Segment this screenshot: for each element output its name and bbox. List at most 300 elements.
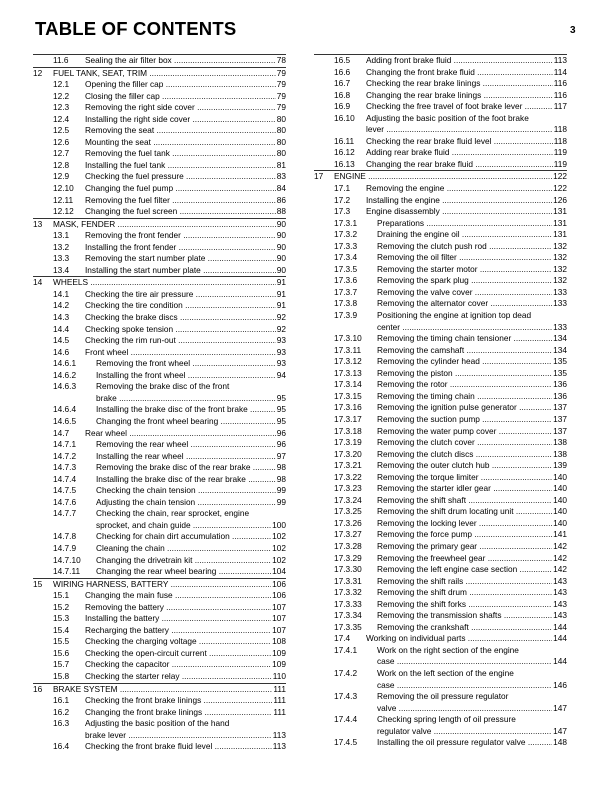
toc-entry-page: 79 bbox=[276, 90, 286, 101]
toc-entry-number: 17.3.19 bbox=[334, 437, 362, 448]
toc-entry-title: Removing the freewheel gear ..... bbox=[377, 553, 565, 565]
toc-entry[interactable] bbox=[33, 137, 286, 149]
toc-entry-page: 116 bbox=[553, 78, 567, 89]
toc-entry-page: 80 bbox=[276, 113, 286, 124]
toc-entry-page: 91 bbox=[276, 300, 286, 311]
toc-entry-number: 17.3.10 bbox=[334, 333, 362, 344]
toc-entry-page: 107 bbox=[272, 613, 286, 624]
toc-entry[interactable] bbox=[314, 437, 567, 449]
toc-entry[interactable] bbox=[33, 625, 286, 637]
toc-entry[interactable] bbox=[33, 578, 286, 591]
toc-entry[interactable] bbox=[33, 79, 286, 91]
toc-entry-title: Front wheel ..... bbox=[85, 347, 284, 359]
toc-entry-page: 104 bbox=[272, 566, 286, 577]
toc-entry-number: 14.1 bbox=[53, 288, 70, 299]
toc-entry[interactable] bbox=[314, 67, 567, 79]
toc-entry-title: Removing the primary gear ..... bbox=[377, 541, 565, 553]
toc-entry-title: Adjusting the basic position of the hand bbox=[85, 718, 230, 729]
toc-entry-page: 84 bbox=[276, 183, 286, 194]
toc-entry[interactable] bbox=[314, 402, 567, 414]
toc-entry-page: 144 bbox=[553, 621, 567, 632]
toc-entry[interactable] bbox=[314, 633, 567, 645]
toc-entry[interactable] bbox=[314, 518, 567, 530]
toc-entry-number: 16.1 bbox=[53, 695, 70, 706]
toc-entry-number: 13 bbox=[33, 218, 43, 229]
toc-entry-page: 96 bbox=[276, 427, 286, 438]
toc-entry[interactable] bbox=[33, 370, 286, 382]
toc-entry[interactable] bbox=[314, 54, 567, 67]
toc-entry-title: Removing the valve cover ..... bbox=[377, 287, 565, 299]
toc-entry-page: 144 bbox=[553, 633, 567, 644]
toc-entry-title: Changing the drivetrain kit ..... bbox=[96, 555, 284, 567]
toc-entry-page: 79 bbox=[276, 79, 286, 90]
toc-entry[interactable] bbox=[33, 566, 286, 578]
toc-entry-number: 15 bbox=[33, 578, 43, 589]
toc-entry[interactable] bbox=[33, 289, 286, 301]
toc-entry[interactable] bbox=[33, 335, 286, 347]
toc-entry-title: Checking for chain dirt accumulation ..... bbox=[96, 531, 284, 543]
toc-entry-title: Removing the engine ..... bbox=[366, 183, 565, 195]
toc-entry-number: 16.6 bbox=[334, 66, 351, 77]
toc-entry-page: 78 bbox=[276, 55, 286, 65]
toc-entry-page: 106 bbox=[272, 590, 286, 601]
toc-entry-number: 17.3.26 bbox=[334, 517, 362, 528]
toc-entry-title: Removing the clutch cover ..... bbox=[377, 437, 565, 449]
toc-entry-title: Removing the transmission shafts ..... bbox=[377, 610, 565, 622]
toc-entry-title: Removing the oil filter ..... bbox=[377, 252, 565, 264]
toc-right-column bbox=[314, 54, 567, 749]
toc-entry-number: 14.6.1 bbox=[53, 358, 77, 369]
toc-entry-page: 80 bbox=[276, 136, 286, 147]
toc-entry-page: 138 bbox=[553, 448, 567, 459]
toc-entry[interactable] bbox=[314, 610, 567, 622]
toc-entry-title: Changing the rear wheel bearing ..... bbox=[96, 566, 284, 578]
toc-entry[interactable] bbox=[314, 287, 567, 299]
toc-entry-title: Removing the alternator cover ..... bbox=[377, 298, 565, 310]
toc-entry-title: Removing the clutch push rod ..... bbox=[377, 241, 565, 253]
toc-entry[interactable] bbox=[314, 449, 567, 461]
toc-entry-page: 131 bbox=[553, 217, 567, 228]
toc-entry-title: Adjusting the basic position of the foot brake bbox=[366, 112, 529, 123]
toc-entry[interactable] bbox=[33, 91, 286, 103]
toc-entry[interactable] bbox=[314, 218, 567, 230]
toc-entry-number: 16.3 bbox=[53, 718, 70, 729]
toc-entry[interactable] bbox=[314, 414, 567, 426]
toc-entry-page: 92 bbox=[276, 323, 286, 334]
toc-entry-page: 99 bbox=[276, 496, 286, 507]
toc-entry-number: 15.1 bbox=[53, 590, 70, 601]
toc-entry-title-continued: regulator valve ..... bbox=[377, 726, 565, 738]
toc-entry-number: 17.3.12 bbox=[334, 356, 362, 367]
toc-entry[interactable] bbox=[33, 148, 286, 160]
toc-entry-page: 93 bbox=[276, 335, 286, 346]
toc-entry[interactable] bbox=[33, 695, 286, 707]
toc-entry-title: Removing the starter motor ..... bbox=[377, 264, 565, 276]
toc-entry[interactable] bbox=[314, 529, 567, 541]
toc-entry-title: Removing the piston ..... bbox=[377, 368, 565, 380]
toc-entry-title: Installing the fuel tank ..... bbox=[85, 160, 284, 172]
toc-entry[interactable] bbox=[314, 183, 567, 195]
toc-entry-title: Removing the left engine case section ..... bbox=[377, 564, 565, 576]
toc-entry[interactable] bbox=[314, 426, 567, 438]
toc-entry[interactable] bbox=[314, 298, 567, 310]
toc-entry[interactable] bbox=[33, 347, 286, 359]
toc-entry-number: 17.3.23 bbox=[334, 483, 362, 494]
toc-entry-number: 17.3.33 bbox=[334, 598, 362, 609]
toc-entry[interactable] bbox=[33, 160, 286, 172]
toc-entry[interactable] bbox=[314, 147, 567, 159]
toc-entry-number: 17.3.32 bbox=[334, 587, 362, 598]
toc-entry[interactable] bbox=[314, 310, 567, 333]
toc-entry-title: Removing the cylinder head ..... bbox=[377, 356, 565, 368]
toc-entry-page: 142 bbox=[553, 552, 567, 563]
toc-entry-number: 17.4.2 bbox=[334, 667, 358, 678]
toc-entry[interactable] bbox=[314, 541, 567, 553]
toc-entry[interactable] bbox=[33, 67, 286, 80]
toc-entry[interactable] bbox=[33, 324, 286, 336]
toc-entry-number: 16 bbox=[33, 683, 43, 694]
toc-entry[interactable] bbox=[314, 506, 567, 518]
toc-entry-number: 14.7.8 bbox=[53, 531, 77, 542]
toc-entry-number: 12.12 bbox=[53, 206, 74, 217]
toc-entry-page: 122 bbox=[553, 183, 567, 194]
toc-entry[interactable] bbox=[33, 206, 286, 218]
toc-entry-page: 79 bbox=[276, 67, 286, 78]
toc-entry-title: Preparations ..... bbox=[377, 218, 565, 230]
toc-entry-number: 12.5 bbox=[53, 125, 70, 136]
toc-entry[interactable] bbox=[314, 691, 567, 714]
toc-entry[interactable] bbox=[314, 252, 567, 264]
toc-entry-page: 137 bbox=[553, 425, 567, 436]
toc-entry-number: 17.3.15 bbox=[334, 390, 362, 401]
toc-entry-number: 15.2 bbox=[53, 601, 70, 612]
toc-entry-title: Checking the chain tension ..... bbox=[96, 485, 284, 497]
toc-entry-number: 16.2 bbox=[53, 706, 70, 717]
toc-entry-page: 135 bbox=[553, 356, 567, 367]
toc-entry-page: 114 bbox=[553, 66, 567, 77]
toc-entry-number: 16.9 bbox=[334, 101, 351, 112]
toc-entry[interactable] bbox=[314, 714, 567, 737]
toc-entry-title: Engine disassembly ..... bbox=[366, 206, 565, 218]
toc-entry[interactable] bbox=[314, 645, 567, 668]
toc-entry-number: 14.3 bbox=[53, 312, 70, 323]
toc-entry[interactable] bbox=[314, 275, 567, 287]
toc-entry-title: Installing the front fender ..... bbox=[85, 242, 284, 254]
toc-entry-number: 17.4.5 bbox=[334, 737, 358, 748]
toc-entry-number: 14.7.4 bbox=[53, 473, 77, 484]
toc-entry[interactable] bbox=[314, 170, 567, 183]
toc-entry-number: 17.3.2 bbox=[334, 229, 358, 240]
toc-entry-number: 12.7 bbox=[53, 148, 70, 159]
toc-entry[interactable] bbox=[33, 312, 286, 324]
toc-entry[interactable] bbox=[314, 368, 567, 380]
toc-entry-page: 98 bbox=[276, 473, 286, 484]
toc-entry-title: Removing the oil pressure regulator bbox=[377, 691, 509, 702]
toc-entry-title: Checking the free travel of foot brake lever ..... bbox=[366, 101, 565, 113]
toc-entry[interactable] bbox=[314, 136, 567, 148]
toc-entry-page: 134 bbox=[553, 344, 567, 355]
toc-entry-title: Checking the rear brake fluid level ..... bbox=[366, 136, 565, 148]
toc-entry[interactable] bbox=[314, 553, 567, 565]
toc-entry-title: Closing the filler cap ..... bbox=[85, 91, 284, 103]
toc-entry-number: 13.2 bbox=[53, 241, 70, 252]
toc-entry-title: Removing the start number plate ..... bbox=[85, 253, 284, 265]
toc-entry[interactable] bbox=[33, 242, 286, 254]
toc-entry[interactable] bbox=[314, 195, 567, 207]
toc-entry-page: 111 bbox=[273, 695, 286, 706]
toc-entry-number: 14.7.7 bbox=[53, 508, 77, 519]
toc-entry-page: 95 bbox=[276, 404, 286, 415]
toc-entry-page: 132 bbox=[553, 263, 567, 274]
toc-entry-title: WHEELS ..... bbox=[53, 277, 284, 289]
toc-entry-page: 140 bbox=[553, 483, 567, 494]
toc-entry-number: 15.8 bbox=[53, 670, 70, 681]
toc-entry[interactable] bbox=[33, 439, 286, 451]
toc-entry-title: Removing the water pump cover ..... bbox=[377, 426, 565, 438]
toc-entry[interactable] bbox=[314, 333, 567, 345]
toc-entry[interactable] bbox=[33, 171, 286, 183]
toc-entry-number: 12.3 bbox=[53, 102, 70, 113]
toc-entry-page: 97 bbox=[276, 450, 286, 461]
toc-entry-number: 14.7.5 bbox=[53, 485, 77, 496]
toc-entry-page: 93 bbox=[276, 358, 286, 369]
toc-entry-number: 17.3.20 bbox=[334, 448, 362, 459]
toc-entry[interactable] bbox=[314, 668, 567, 691]
toc-entry[interactable] bbox=[314, 576, 567, 588]
toc-entry[interactable] bbox=[33, 428, 286, 440]
toc-entry[interactable] bbox=[33, 683, 286, 696]
toc-entry-number: 16.7 bbox=[334, 78, 351, 89]
toc-entry-title: Cleaning the chain ..... bbox=[96, 543, 284, 555]
toc-entry[interactable] bbox=[33, 648, 286, 660]
toc-entry[interactable] bbox=[314, 206, 567, 218]
toc-entry[interactable] bbox=[33, 718, 286, 741]
toc-entry-title: Removing the brake disc of the front bbox=[96, 381, 230, 392]
toc-entry-number: 12.1 bbox=[53, 79, 70, 90]
toc-entry-page: 119 bbox=[553, 158, 567, 169]
toc-entry-title: Removing the battery ..... bbox=[85, 602, 284, 614]
toc-entry-title: Changing the front brake fluid ..... bbox=[366, 67, 565, 79]
toc-entry-title: Installing the battery ..... bbox=[85, 613, 284, 625]
toc-entry[interactable] bbox=[33, 381, 286, 404]
toc-entry-page: 80 bbox=[276, 148, 286, 159]
toc-entry[interactable] bbox=[33, 300, 286, 312]
toc-entry-number: 16.13 bbox=[334, 158, 355, 169]
toc-entry[interactable] bbox=[314, 622, 567, 634]
toc-entry[interactable] bbox=[33, 230, 286, 242]
toc-entry-page: 118 bbox=[553, 135, 567, 146]
toc-entry[interactable] bbox=[314, 483, 567, 495]
toc-entry-number: 17.3.7 bbox=[334, 286, 358, 297]
toc-entry-page: 108 bbox=[272, 636, 286, 647]
toc-entry[interactable] bbox=[33, 451, 286, 463]
toc-entry[interactable] bbox=[33, 508, 286, 531]
toc-entry-number: 17.3.29 bbox=[334, 552, 362, 563]
toc-entry-title: Removing the shift shaft ..... bbox=[377, 495, 565, 507]
toc-entry-title: Removing the brake disc of the rear brake ..... bbox=[96, 462, 284, 474]
toc-entry-page: 144 bbox=[553, 656, 567, 667]
toc-entry[interactable] bbox=[314, 113, 567, 136]
toc-entry-title: Removing the camshaft ..... bbox=[377, 345, 565, 357]
toc-entry-number: 14.7.1 bbox=[53, 439, 77, 450]
toc-entry[interactable] bbox=[314, 345, 567, 357]
toc-entry[interactable] bbox=[314, 379, 567, 391]
toc-entry[interactable] bbox=[33, 276, 286, 289]
toc-entry-title: Installing the brake disc of the front brake ..... bbox=[96, 404, 284, 416]
toc-entry-title: Checking the capacitor ..... bbox=[85, 659, 284, 671]
toc-entry-number: 17.3.3 bbox=[334, 240, 358, 251]
toc-entry[interactable] bbox=[33, 125, 286, 137]
toc-entry[interactable] bbox=[314, 564, 567, 576]
toc-entry[interactable] bbox=[33, 590, 286, 602]
toc-entry[interactable] bbox=[314, 495, 567, 507]
toc-entry[interactable] bbox=[314, 78, 567, 90]
toc-entry[interactable] bbox=[314, 264, 567, 276]
page-number: 3 bbox=[570, 25, 576, 36]
toc-entry-page: 111 bbox=[273, 683, 286, 694]
toc-entry-page: 107 bbox=[272, 601, 286, 612]
toc-entry-page: 92 bbox=[276, 312, 286, 323]
toc-entry[interactable] bbox=[314, 159, 567, 171]
toc-entry[interactable] bbox=[314, 229, 567, 241]
toc-entry-title: Removing the shift drum ..... bbox=[377, 587, 565, 599]
toc-entry-title: Checking the tire air pressure ..... bbox=[85, 289, 284, 301]
toc-entry-title: Removing the seat ..... bbox=[85, 125, 284, 137]
toc-entry-title: ENGINE ..... bbox=[334, 171, 565, 183]
toc-entry-page: 113 bbox=[272, 741, 286, 752]
toc-entry[interactable] bbox=[33, 253, 286, 265]
toc-entry[interactable] bbox=[33, 218, 286, 231]
toc-entry-title: Checking the chain, rear sprocket, engine bbox=[96, 508, 250, 519]
toc-entry-page: 133 bbox=[553, 286, 567, 297]
toc-entry[interactable] bbox=[33, 358, 286, 370]
toc-entry[interactable] bbox=[314, 241, 567, 253]
toc-entry[interactable] bbox=[33, 114, 286, 126]
toc-entry[interactable] bbox=[33, 265, 286, 277]
toc-entry-page: 140 bbox=[553, 506, 567, 517]
toc-entry-number: 13.3 bbox=[53, 253, 70, 264]
toc-entry-page: 148 bbox=[553, 737, 567, 748]
toc-entry-page: 94 bbox=[276, 369, 286, 380]
toc-entry[interactable] bbox=[33, 102, 286, 114]
toc-entry-number: 14.6.2 bbox=[53, 369, 77, 380]
toc-entry-page: 132 bbox=[553, 275, 567, 286]
toc-entry-number: 16.12 bbox=[334, 147, 355, 158]
toc-entry-title: Changing the main fuse ..... bbox=[85, 590, 284, 602]
toc-entry[interactable] bbox=[33, 497, 286, 509]
toc-entry-title-continued: brake lever ..... bbox=[85, 730, 284, 742]
toc-entry-page: 98 bbox=[276, 462, 286, 473]
toc-entry-page: 134 bbox=[553, 333, 567, 344]
toc-entry-title: Installing the engine ..... bbox=[366, 195, 565, 207]
toc-entry[interactable] bbox=[33, 195, 286, 207]
toc-entry[interactable] bbox=[314, 101, 567, 113]
toc-entry[interactable] bbox=[33, 602, 286, 614]
toc-entry[interactable] bbox=[33, 741, 286, 753]
toc-entry-page: 140 bbox=[553, 494, 567, 505]
toc-entry-number: 14.5 bbox=[53, 335, 70, 346]
toc-entry[interactable] bbox=[33, 531, 286, 543]
toc-entry-page: 113 bbox=[272, 729, 286, 740]
toc-entry-page: 137 bbox=[553, 402, 567, 413]
toc-entry-title: Removing the clutch discs ..... bbox=[377, 449, 565, 461]
toc-entry[interactable] bbox=[33, 416, 286, 428]
toc-entry[interactable] bbox=[314, 599, 567, 611]
page-title: TABLE OF CONTENTS bbox=[35, 18, 237, 39]
toc-entry[interactable] bbox=[33, 613, 286, 625]
toc-entry[interactable] bbox=[33, 636, 286, 648]
toc-entry-number: 17.4.1 bbox=[334, 644, 358, 655]
toc-entry-number: 17.3.18 bbox=[334, 425, 362, 436]
toc-entry-number: 17.3.35 bbox=[334, 621, 362, 632]
toc-entry-title: Checking the charging voltage ..... bbox=[85, 636, 284, 648]
toc-entry-page: 83 bbox=[276, 171, 286, 182]
toc-entry-title: Changing the rear brake fluid ..... bbox=[366, 159, 565, 171]
toc-entry-page: 147 bbox=[553, 702, 567, 713]
toc-entry[interactable] bbox=[33, 462, 286, 474]
toc-entry-number: 15.6 bbox=[53, 647, 70, 658]
toc-entry[interactable] bbox=[33, 183, 286, 195]
toc-entry[interactable] bbox=[33, 543, 286, 555]
toc-entry-page: 110 bbox=[272, 670, 286, 681]
toc-entry[interactable] bbox=[314, 737, 567, 749]
toc-entry[interactable] bbox=[33, 485, 286, 497]
toc-entry-number: 17.3.14 bbox=[334, 379, 362, 390]
toc-entry[interactable] bbox=[33, 555, 286, 567]
toc-entry-title: Work on the left section of the engine bbox=[377, 667, 514, 678]
toc-entry[interactable] bbox=[33, 707, 286, 719]
toc-entry-page: 142 bbox=[553, 540, 567, 551]
toc-entry-title: Checking spoke tension ..... bbox=[85, 324, 284, 336]
toc-entry[interactable] bbox=[314, 460, 567, 472]
toc-entry-page: 132 bbox=[553, 240, 567, 251]
toc-entry-page: 132 bbox=[553, 252, 567, 263]
toc-entry-title: Removing the front fender ..... bbox=[85, 230, 284, 242]
toc-entry[interactable] bbox=[33, 671, 286, 683]
toc-entry-title: Removing the fuel tank ..... bbox=[85, 148, 284, 160]
toc-left-column bbox=[33, 54, 286, 753]
toc-entry-title: Rear wheel ..... bbox=[85, 428, 284, 440]
toc-entry[interactable] bbox=[314, 391, 567, 403]
toc-entry-number: 15.4 bbox=[53, 624, 70, 635]
toc-entry[interactable] bbox=[314, 356, 567, 368]
toc-entry-number: 14.6.5 bbox=[53, 415, 77, 426]
toc-entry-number: 11.6 bbox=[53, 55, 69, 65]
toc-entry[interactable] bbox=[314, 587, 567, 599]
toc-entry-number: 17.3.25 bbox=[334, 506, 362, 517]
toc-entry-number: 17.4.4 bbox=[334, 714, 358, 725]
toc-entry-title: Checking the front brake linings ..... bbox=[85, 695, 284, 707]
toc-entry-title: Adjusting the chain tension ..... bbox=[96, 497, 284, 509]
toc-entry-number: 17.3.4 bbox=[334, 252, 358, 263]
toc-entry-title: Removing the torque limiter ..... bbox=[377, 472, 565, 484]
toc-entry-number: 14.7.9 bbox=[53, 542, 77, 553]
toc-entry-title: Working on individual parts ..... bbox=[366, 633, 565, 645]
toc-entry-title: Removing the timing chain ..... bbox=[377, 391, 565, 403]
toc-entry-number: 14.7.2 bbox=[53, 450, 77, 461]
toc-entry[interactable] bbox=[314, 472, 567, 484]
toc-entry[interactable] bbox=[314, 90, 567, 102]
toc-entry-page: 117 bbox=[553, 101, 567, 112]
toc-entry-title: BRAKE SYSTEM ..... bbox=[53, 684, 284, 696]
toc-entry-title: Checking spring length of oil pressure bbox=[377, 714, 516, 725]
toc-entry-number: 14.6.3 bbox=[53, 381, 77, 392]
toc-entry[interactable] bbox=[33, 54, 286, 67]
toc-entry[interactable] bbox=[33, 404, 286, 416]
toc-entry[interactable] bbox=[33, 474, 286, 486]
toc-entry[interactable] bbox=[33, 659, 286, 671]
toc-entry-page: 133 bbox=[553, 298, 567, 309]
